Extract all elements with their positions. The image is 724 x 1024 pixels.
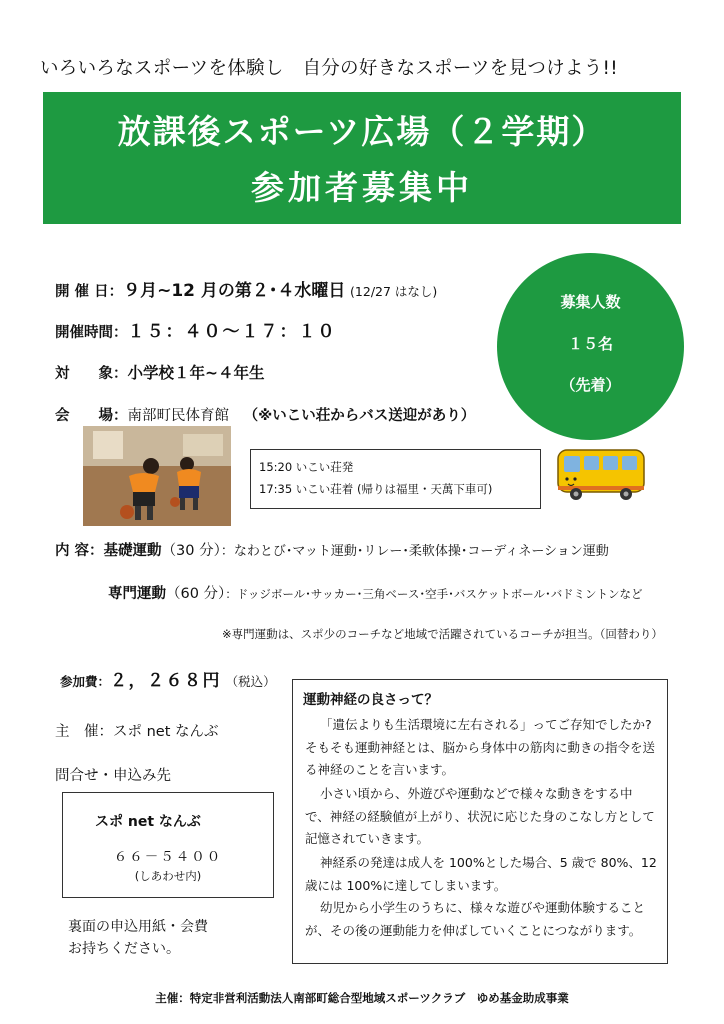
target-row [55,361,265,383]
time-value: １５：４０～１７：１０ [127,322,337,342]
venue-note: （※いこい荘からバス送迎があり） [243,408,476,424]
capacity-label: 募集人数 [560,293,621,311]
capacity-count: １５名 [567,335,613,353]
basic-minutes: （30 分） [161,543,221,559]
date-value: ９月~12 月の第２･４水曜日 [123,281,346,301]
info-title: 運動神経の良さって？ [303,692,438,708]
basic-title: 基礎運動 [103,543,162,559]
coach-note: ※専門運動は、スポ少のコーチなど地域で活躍されているコーチが担当。（回替わり） [222,627,663,641]
venue-label: 会 場： [55,408,128,424]
time-label: 開催時間： [55,325,128,341]
info-paragraph-2: 小さい頃から、外遊びや運動などで様々な動きをする中で、神経の経験値が上がり、状況に応じた身のこなし方として記憶されていきます。 [305,786,655,846]
host-label: 主 催： [55,724,113,740]
bus-schedule-box [250,449,541,509]
footer: 主催：特定非営利活動法人南部町総合型地域スポーツクラブ ゆめ基金助成事業 [155,991,569,1005]
venue-value: 南部町民体育館 [127,408,229,424]
content-special-row [108,582,643,603]
kids-photo [83,426,231,526]
date-row [55,276,437,301]
date-note: (12/27 はなし) [350,284,438,299]
capacity-note: （先着） [560,376,621,394]
contact-phone-note: (しあわせ内) [134,869,202,883]
reminder-line2: お持ちください。 [68,941,180,957]
banner-subtitle: 参加者募集中 [251,168,473,207]
target-label: 対 象： [55,366,128,382]
title-banner [43,92,681,224]
contact-phone: ６６－５４００ [113,849,223,865]
fee-note: （税込） [225,674,276,689]
fee-row [60,666,276,691]
capacity-badge [497,253,684,440]
basic-items: ：なわとび･マット運動･リレー･柔軟体操･コーディネーション運動 [220,544,609,559]
info-paragraph-3: 神経系の発達は成人を 100%とした場合、5 歳で 80%、12 歳には 100%に達してしまいます。 [305,855,657,893]
date-label: 開 催 日： [55,284,124,300]
special-minutes: （60 分） [166,586,226,602]
special-items: ：ドッジボール･サッカー･三角ベース･空手･バスケットボール･バドミントンなど [225,587,643,601]
fee-label: 参加費： [60,674,111,689]
bus-icon [556,446,650,504]
host-value: スポ net なんぶ [113,724,219,740]
content-label: 内 容： [55,543,104,559]
target-value: 小学校１年~４年生 [127,364,265,382]
reminder [68,916,208,960]
bus-arrive: 17:35 いこい荘着 (帰りは福里・天萬下車可) [259,482,493,496]
time-row [55,317,337,342]
content-basic-row [55,539,609,560]
bus-depart: 15:20 いこい荘発 [259,460,354,474]
venue-row [55,404,475,425]
special-title: 専門運動 [108,586,166,602]
tagline: いろいろなスポーツを体験し 自分の好きなスポーツを見つけよう!! [40,58,618,79]
reminder-line1: 裏面の申込用紙・会費 [68,919,208,935]
info-paragraph-1: 「遺伝よりも生活環境に左右される」ってご存知でしたか?そもそも運動神経とは、脳から身体中の筋肉に動きの指令を送る神経のことを言います。 [305,717,656,777]
contact-heading: 問合せ・申込み先 [55,768,171,784]
info-box [292,679,668,964]
fee-value: ２，２６８円 [110,671,222,691]
host-row [55,720,219,741]
contact-org: スポ net なんぶ [95,814,201,830]
banner-title: 放課後スポーツ広場（２学期） [117,112,607,151]
contact-box [62,792,274,898]
info-paragraph-4: 幼児から小学生のうちに、様々な遊びや運動体験することが、その後の運動能力を伸ばしていくことにつながります。 [305,900,646,938]
